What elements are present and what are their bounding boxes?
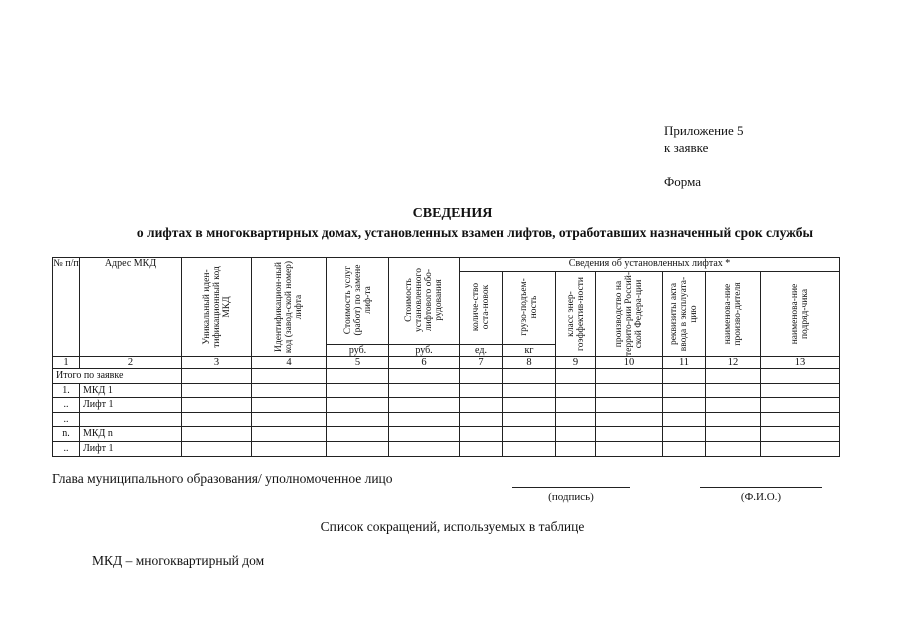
signature-caption: (подпись) [548,491,594,503]
col-number: 12 [706,357,761,369]
row-number: .. [53,441,80,456]
row-number: .. [53,398,80,413]
column-numbers-row [53,357,840,369]
document-subtitle: о лифтах в многоквартирных домах, установленных взамен лифтов, отработавших назначенный срок службы [136,225,814,240]
col-header-capacity: грузо-подъем-ность [503,272,556,345]
signatory-label: Глава муниципального образования/ уполномоченное лицо [52,471,393,486]
col-number: 8 [503,357,556,369]
col-header-energy: класс энер-гоэффектив-ности [556,272,596,357]
col-header-act: реквизиты акта ввода в эксплуата-цию [663,272,706,357]
col-number: 1 [53,357,80,369]
col-number: 4 [252,357,327,369]
col-header-address: Адрес МКД [80,258,182,357]
name-caption: (Ф.И.О.) [740,491,782,503]
row-name: Лифт 1 [80,441,182,456]
row-name: МКД n [80,427,182,442]
abbreviations-title: Список сокращений, используемых в таблице [320,519,585,534]
signature-rule [512,487,630,488]
col-header-manufacturer: наименова-ние произво-дителя [706,272,761,357]
unit-kg: кг [503,345,556,357]
col-header-no: № п/п [53,258,80,357]
name-rule [700,487,822,488]
table-row [53,427,840,442]
col-header-cost-equipment: Стоимость установленного лифтового обо-рудования [389,258,460,345]
col-number: 3 [182,357,252,369]
group-header-lifts: Сведения об установленных лифтах * [460,258,840,272]
col-header-made-in-rf: производство на террито-рии Россий-ской Федера-ции [596,272,663,357]
table-row [53,383,840,398]
abbreviation-item: МКД – многоквартирный дом [92,553,265,568]
col-header-uid: Уникальный иден-тификационный код МКД [182,258,252,357]
lifts-table [52,257,840,457]
total-label: Итого по заявке [53,369,182,384]
col-number: 2 [80,357,182,369]
col-number: 9 [556,357,596,369]
unit-units: ед. [460,345,503,357]
form-label: Форма [664,174,701,189]
row-name: Лифт 1 [80,398,182,413]
row-number: n. [53,427,80,442]
header-row-1 [53,258,840,272]
row-number: .. [53,412,80,427]
row-name: МКД 1 [80,383,182,398]
annex-line-2: к заявке [664,140,709,155]
table-row [53,412,840,427]
col-number: 7 [460,357,503,369]
unit-rub-services: руб. [327,345,389,357]
row-number: 1. [53,383,80,398]
total-row [53,369,840,384]
row-name [80,412,182,427]
unit-rub-equipment: руб. [389,345,460,357]
col-header-stops: количе-ство оста-новок [460,272,503,345]
col-number: 10 [596,357,663,369]
col-number: 5 [327,357,389,369]
annex-block [664,122,744,190]
document-title: СВЕДЕНИЯ [412,206,493,221]
col-header-ident: Идентификацион-ный код (завод-ской номер) лифта [252,258,327,357]
col-number: 13 [761,357,840,369]
annex-line-1: Приложение 5 [664,123,744,138]
table-row [53,398,840,413]
col-number: 11 [663,357,706,369]
table-row [53,441,840,456]
col-number: 6 [389,357,460,369]
col-header-cost-services: Стоимость услуг (работ) по замене лиф-та [327,258,389,345]
col-header-contractor: наименова-ние подряд-чика [761,272,840,357]
